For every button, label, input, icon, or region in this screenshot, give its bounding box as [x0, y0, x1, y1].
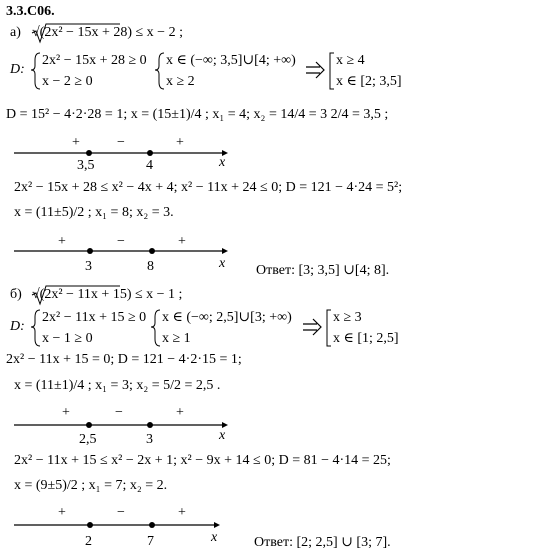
- part-b-axis2-point-1: 2: [85, 534, 92, 549]
- part-b-discriminant: 2x² − 11x + 15 = 0; D = 121 − 4·2·15 = 1;: [6, 352, 242, 367]
- part-b-axis1-dot-2: [147, 422, 153, 428]
- part-a-solution-brace: [155, 53, 164, 89]
- part-b-axis2-sign-1: +: [58, 505, 66, 520]
- part-b-axis2-var: x: [211, 530, 218, 545]
- part-b-roots-2: x = (9±5)/2 ; x₁ = 7; x₂ = 2.: [14, 478, 168, 493]
- part-a-domain-brace: [31, 53, 40, 89]
- part-a-axis2-dot-1: [87, 248, 93, 254]
- part-b-domain-cond-1: 2x² − 11x + 15 ≥ 0: [42, 310, 147, 325]
- part-b-axis2-dot-2: [149, 522, 155, 528]
- part-b-roots-1: x = (11±1)/4 ; x₁ = 3; x₂ = 5/2 = 2,5 .: [14, 378, 221, 393]
- part-a-axis2-point-2: 8: [147, 259, 154, 274]
- part-b-radical-sign: [32, 286, 120, 304]
- part-a-implies-arrow: [306, 62, 324, 78]
- part-b-axis1-var: x: [219, 428, 226, 443]
- part-b-label: б): [10, 287, 22, 302]
- part-a-domain-sol-2: x ≥ 2: [166, 74, 195, 89]
- part-b-domain-res-2: x ∈ [1; 2,5]: [333, 331, 399, 346]
- part-b-inequality: √(2x² − 11x + 15) ≤ x − 1 ;: [32, 287, 183, 302]
- part-b-domain-label: D:: [10, 319, 25, 334]
- part-b-axis1-sign-3: +: [176, 405, 184, 420]
- part-a-axis1-point-2: 4: [146, 158, 153, 173]
- part-a-axis2-sign-2: −: [117, 234, 125, 249]
- part-b-axis2-sign-3: +: [178, 505, 186, 520]
- part-b-implies-arrow: [303, 319, 321, 335]
- part-a-axis1-var: x: [219, 155, 226, 170]
- part-a-axis1-sign-2: −: [117, 135, 125, 150]
- part-b-domain-brace: [31, 310, 40, 346]
- part-a-axis2-sign-1: +: [58, 234, 66, 249]
- part-b-axis2-sign-2: −: [117, 505, 125, 520]
- part-a-axis1-sign-3: +: [176, 135, 184, 150]
- part-b-result-bracket: [327, 310, 331, 346]
- part-a-inequality: √(2x² − 15x + 28) ≤ x − 2 ;: [32, 25, 183, 40]
- part-a-answer: Ответ: [3; 3,5] ∪[4; 8].: [256, 263, 390, 278]
- part-a-domain-cond-2: x − 2 ≥ 0: [42, 74, 93, 89]
- part-a-axis1-arrow: [222, 150, 228, 156]
- part-a-discriminant: D = 15² − 4·2·28 = 1; x = (15±1)/4 ; x₁ = 4; x₂ = 14/4 = 3 2/4 = 3,5 ;: [6, 107, 389, 122]
- part-a-axis2-arrow: [222, 248, 228, 254]
- part-a-label: а): [10, 25, 21, 40]
- part-a-radical-sign: [32, 24, 120, 42]
- part-a-roots-2: x = (11±5)/2 ; x₁ = 8; x₂ = 3.: [14, 205, 174, 220]
- part-a-axis2-point-1: 3: [85, 259, 92, 274]
- part-b-axis1-point-1: 2,5: [79, 432, 97, 447]
- part-b-domain-sol-2: x ≥ 1: [162, 331, 191, 346]
- part-a-result-bracket: [330, 53, 334, 89]
- part-b-domain-cond-2: x − 1 ≥ 0: [42, 331, 93, 346]
- part-b-axis1-sign-1: +: [62, 405, 70, 420]
- part-b-axis2-point-2: 7: [147, 534, 154, 549]
- part-a-domain-cond-1: 2x² − 15x + 28 ≥ 0: [42, 53, 147, 68]
- part-b-domain-res-1: x ≥ 3: [333, 310, 362, 325]
- part-a-domain-sol-1: x ∈ (−∞; 3,5]∪[4; +∞): [166, 53, 296, 68]
- part-a-axis1-point-1: 3,5: [77, 158, 95, 173]
- problem-title: 3.3.C06.: [6, 4, 55, 19]
- part-a-axis2-var: x: [219, 256, 226, 271]
- part-b-axis1-point-2: 3: [146, 432, 153, 447]
- part-a-domain-res-2: x ∈ [2; 3,5]: [336, 74, 402, 89]
- part-b-axis2-arrow: [214, 522, 220, 528]
- part-a-domain-label: D:: [10, 62, 25, 77]
- part-a-axis2-dot-2: [149, 248, 155, 254]
- part-a-equation-2: 2x² − 15x + 28 ≤ x² − 4x + 4; x² − 11x + 24 ≤ 0; D = 121 − 4·24 = 5²;: [14, 180, 403, 195]
- part-b-axis2-dot-1: [87, 522, 93, 528]
- part-a-axis1-dot-1: [86, 150, 92, 156]
- part-b-solution-brace: [151, 310, 160, 346]
- part-b-axis1-dot-1: [86, 422, 92, 428]
- part-b-axis1-arrow: [222, 422, 228, 428]
- part-a-axis2-sign-3: +: [178, 234, 186, 249]
- part-a-axis1-dot-2: [147, 150, 153, 156]
- part-a-domain-res-1: x ≥ 4: [336, 53, 365, 68]
- part-b-domain-sol-1: x ∈ (−∞; 2,5]∪[3; +∞): [162, 310, 292, 325]
- part-b-equation-2: 2x² − 11x + 15 ≤ x² − 2x + 1; x² − 9x + 14 ≤ 0; D = 81 − 4·14 = 25;: [14, 453, 391, 468]
- part-b-answer: Ответ: [2; 2,5] ∪ [3; 7].: [254, 535, 391, 550]
- part-a-axis1-sign-1: +: [72, 135, 80, 150]
- part-b-axis1-sign-2: −: [115, 405, 123, 420]
